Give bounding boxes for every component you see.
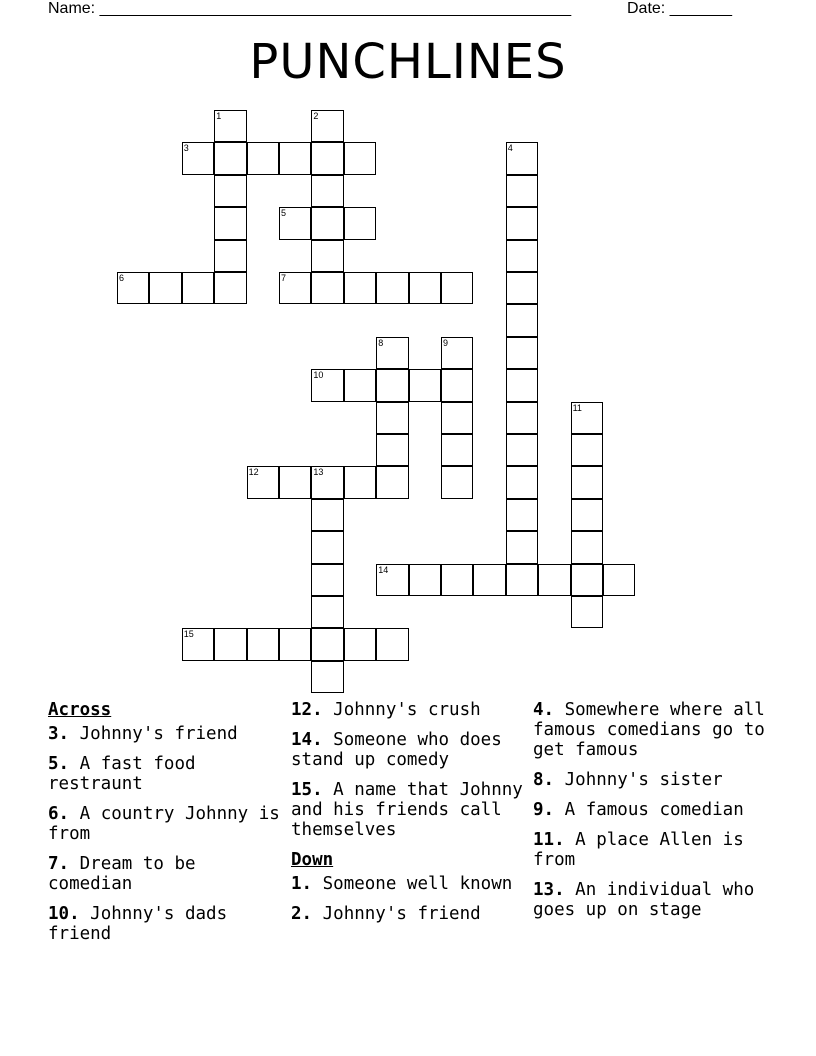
down-heading: Down	[291, 850, 334, 870]
clue-number: 3	[48, 724, 59, 744]
grid-cell[interactable]	[279, 628, 311, 660]
clue-text: Johnny's sister	[564, 770, 723, 790]
clue-text: Dream to be comedian	[48, 854, 196, 894]
clue-text: A place Allen is from	[533, 830, 744, 870]
grid-cell[interactable]	[311, 564, 343, 596]
cell-number: 4	[507, 143, 513, 154]
clue-number: 9	[533, 800, 544, 820]
grid-cell[interactable]	[506, 369, 538, 401]
grid-cell[interactable]	[506, 304, 538, 336]
grid-cell[interactable]	[214, 628, 246, 660]
clues-column-1	[48, 700, 283, 954]
grid-cell[interactable]	[571, 531, 603, 563]
cell-number: 14	[378, 564, 389, 575]
clue-text: A famous comedian	[564, 800, 744, 820]
grid-cell[interactable]	[117, 272, 149, 304]
grid-cell[interactable]	[311, 240, 343, 272]
clue-down-9: 9. A famous comedian	[533, 800, 744, 820]
grid-cell[interactable]	[506, 531, 538, 563]
clue-down-1: 1. Someone well known	[291, 874, 513, 894]
grid-cell[interactable]	[506, 240, 538, 272]
grid-cell[interactable]	[571, 596, 603, 628]
grid-cell[interactable]	[441, 466, 473, 498]
grid-cell[interactable]	[182, 142, 214, 174]
clue-text: Someone who does stand up comedy	[291, 730, 502, 770]
grid-cell[interactable]	[214, 110, 246, 142]
clue-text: Johnny's dads friend	[48, 904, 228, 944]
grid-cell[interactable]	[182, 272, 214, 304]
clue-number: 6	[48, 804, 59, 824]
grid-cell[interactable]	[247, 466, 279, 498]
grid-cell[interactable]	[214, 175, 246, 207]
clue-number: 15	[291, 780, 313, 800]
grid-cell[interactable]	[441, 402, 473, 434]
clue-down-2: 2. Johnny's friend	[291, 904, 481, 924]
grid-cell[interactable]	[311, 596, 343, 628]
grid-cell[interactable]	[409, 272, 441, 304]
name-label: Name:	[48, 0, 100, 17]
clue-number: 4	[533, 700, 544, 720]
clues-column-2	[291, 700, 526, 934]
grid-cell[interactable]	[311, 142, 343, 174]
grid-cell[interactable]	[311, 628, 343, 660]
clue-text: Johnny's friend	[79, 724, 238, 744]
grid-cell[interactable]	[344, 207, 376, 239]
grid-cell[interactable]	[311, 466, 343, 498]
grid-cell[interactable]	[506, 207, 538, 239]
page-title: PUNCHLINES	[249, 34, 567, 90]
grid-cell[interactable]	[344, 272, 376, 304]
date-line: _______	[669, 0, 732, 17]
grid-cell[interactable]	[571, 499, 603, 531]
grid-cell[interactable]	[603, 564, 635, 596]
grid-cell[interactable]	[311, 207, 343, 239]
grid-cell[interactable]	[506, 434, 538, 466]
cell-number: 8	[378, 337, 384, 348]
clue-down-4: 4. Somewhere where all famous comedians go to get famous	[533, 700, 765, 760]
grid-cell[interactable]	[376, 466, 408, 498]
cell-number: 3	[183, 143, 189, 154]
grid-cell[interactable]	[571, 434, 603, 466]
grid-cell[interactable]	[247, 628, 279, 660]
cell-number: 13	[313, 467, 324, 478]
name-line: _____________________________________________________	[99, 0, 572, 17]
clue-across-5: 5. A fast food restraunt	[48, 754, 196, 794]
clue-down-8: 8. Johnny's sister	[533, 770, 723, 790]
grid-cell[interactable]	[214, 240, 246, 272]
grid-cell[interactable]	[376, 402, 408, 434]
grid-cell[interactable]	[311, 175, 343, 207]
grid-cell[interactable]	[149, 272, 181, 304]
grid-cell[interactable]	[311, 110, 343, 142]
clue-text: Someone well known	[322, 874, 513, 894]
across-heading: Across	[48, 700, 112, 720]
grid-cell[interactable]	[376, 369, 408, 401]
clue-across-12: 12. Johnny's crush	[291, 700, 481, 720]
clue-across-3: 3. Johnny's friend	[48, 724, 238, 744]
grid-cell[interactable]	[279, 207, 311, 239]
grid-cell[interactable]	[344, 369, 376, 401]
clue-across-14: 14. Someone who does stand up comedy	[291, 730, 502, 770]
clue-number: 12	[291, 700, 313, 720]
clue-number: 10	[48, 904, 70, 924]
grid-cell[interactable]	[376, 272, 408, 304]
grid-cell[interactable]	[506, 272, 538, 304]
clue-down-11: 11. A place Allen is from	[533, 830, 744, 870]
grid-cell[interactable]	[311, 369, 343, 401]
clue-across-15: 15. A name that Johnny and his friends call themselves	[291, 780, 523, 840]
clue-down-13: 13. An individual who goes up on stage	[533, 880, 755, 920]
grid-cell[interactable]	[506, 499, 538, 531]
grid-cell[interactable]	[441, 369, 473, 401]
clue-across-6: 6. A country Johnny is from	[48, 804, 280, 844]
clue-number: 2	[291, 904, 302, 924]
clue-text: An individual who goes up on stage	[533, 880, 755, 920]
grid-cell[interactable]	[506, 466, 538, 498]
grid-cell[interactable]	[571, 466, 603, 498]
grid-cell[interactable]	[473, 564, 505, 596]
grid-cell[interactable]	[214, 142, 246, 174]
grid-cell[interactable]	[182, 628, 214, 660]
grid-cell[interactable]	[409, 369, 441, 401]
grid-cell[interactable]	[311, 531, 343, 563]
cell-number: 12	[248, 467, 259, 478]
clue-number: 5	[48, 754, 59, 774]
grid-cell[interactable]	[409, 564, 441, 596]
grid-cell[interactable]	[311, 661, 343, 693]
grid-cell[interactable]	[441, 337, 473, 369]
cell-number: 6	[119, 273, 125, 283]
clue-text: Somewhere where all famous comedians go to get famous	[533, 700, 765, 760]
grid-cell[interactable]	[506, 402, 538, 434]
grid-cell[interactable]	[441, 272, 473, 304]
grid-cell[interactable]	[441, 564, 473, 596]
cell-number: 5	[281, 208, 287, 219]
grid-cell[interactable]	[311, 272, 343, 304]
grid-cell[interactable]	[538, 564, 570, 596]
grid-cell[interactable]	[344, 628, 376, 660]
grid-cell[interactable]	[506, 564, 538, 596]
cell-number: 15	[183, 629, 194, 640]
grid-cell[interactable]	[376, 337, 408, 369]
clue-number: 13	[533, 880, 555, 900]
cell-number: 10	[313, 370, 324, 381]
clue-text: Johnny's friend	[322, 904, 481, 924]
grid-cell[interactable]	[571, 564, 603, 596]
grid-cell[interactable]	[376, 434, 408, 466]
cell-number: 9	[443, 337, 449, 348]
grid-cell[interactable]	[214, 272, 246, 304]
clue-across-7: 7. Dream to be comedian	[48, 854, 196, 894]
clue-number: 14	[291, 730, 313, 750]
cell-number: 7	[281, 273, 287, 283]
grid-cell[interactable]	[279, 142, 311, 174]
grid-cell[interactable]	[506, 337, 538, 369]
grid-cell[interactable]	[344, 466, 376, 498]
grid-cell[interactable]	[571, 402, 603, 434]
grid-cell[interactable]	[279, 272, 311, 304]
clue-number: 7	[48, 854, 59, 874]
clue-text: Johnny's crush	[333, 700, 481, 720]
grid-cell[interactable]	[311, 499, 343, 531]
grid-cell[interactable]	[376, 564, 408, 596]
clues-column-3	[533, 700, 768, 930]
clue-text: A fast food restraunt	[48, 754, 196, 794]
date-label: Date:	[627, 0, 670, 17]
grid-cell[interactable]	[344, 142, 376, 174]
clue-across-10: 10. Johnny's dads friend	[48, 904, 228, 944]
grid-cell[interactable]	[247, 142, 279, 174]
cell-number: 2	[313, 111, 319, 121]
grid-cell[interactable]	[214, 207, 246, 239]
grid-cell[interactable]	[441, 434, 473, 466]
grid-cell[interactable]	[506, 175, 538, 207]
cell-number: 1	[216, 111, 222, 121]
grid-cell[interactable]	[506, 142, 538, 174]
clue-text: A name that Johnny and his friends call themselves	[291, 780, 523, 840]
grid-cell[interactable]	[376, 628, 408, 660]
clue-text: A country Johnny is from	[48, 804, 280, 844]
cell-number: 11	[572, 402, 582, 413]
clue-number: 1	[291, 874, 302, 894]
clue-number: 8	[533, 770, 544, 790]
grid-cell[interactable]	[279, 466, 311, 498]
clue-number: 11	[533, 830, 555, 850]
